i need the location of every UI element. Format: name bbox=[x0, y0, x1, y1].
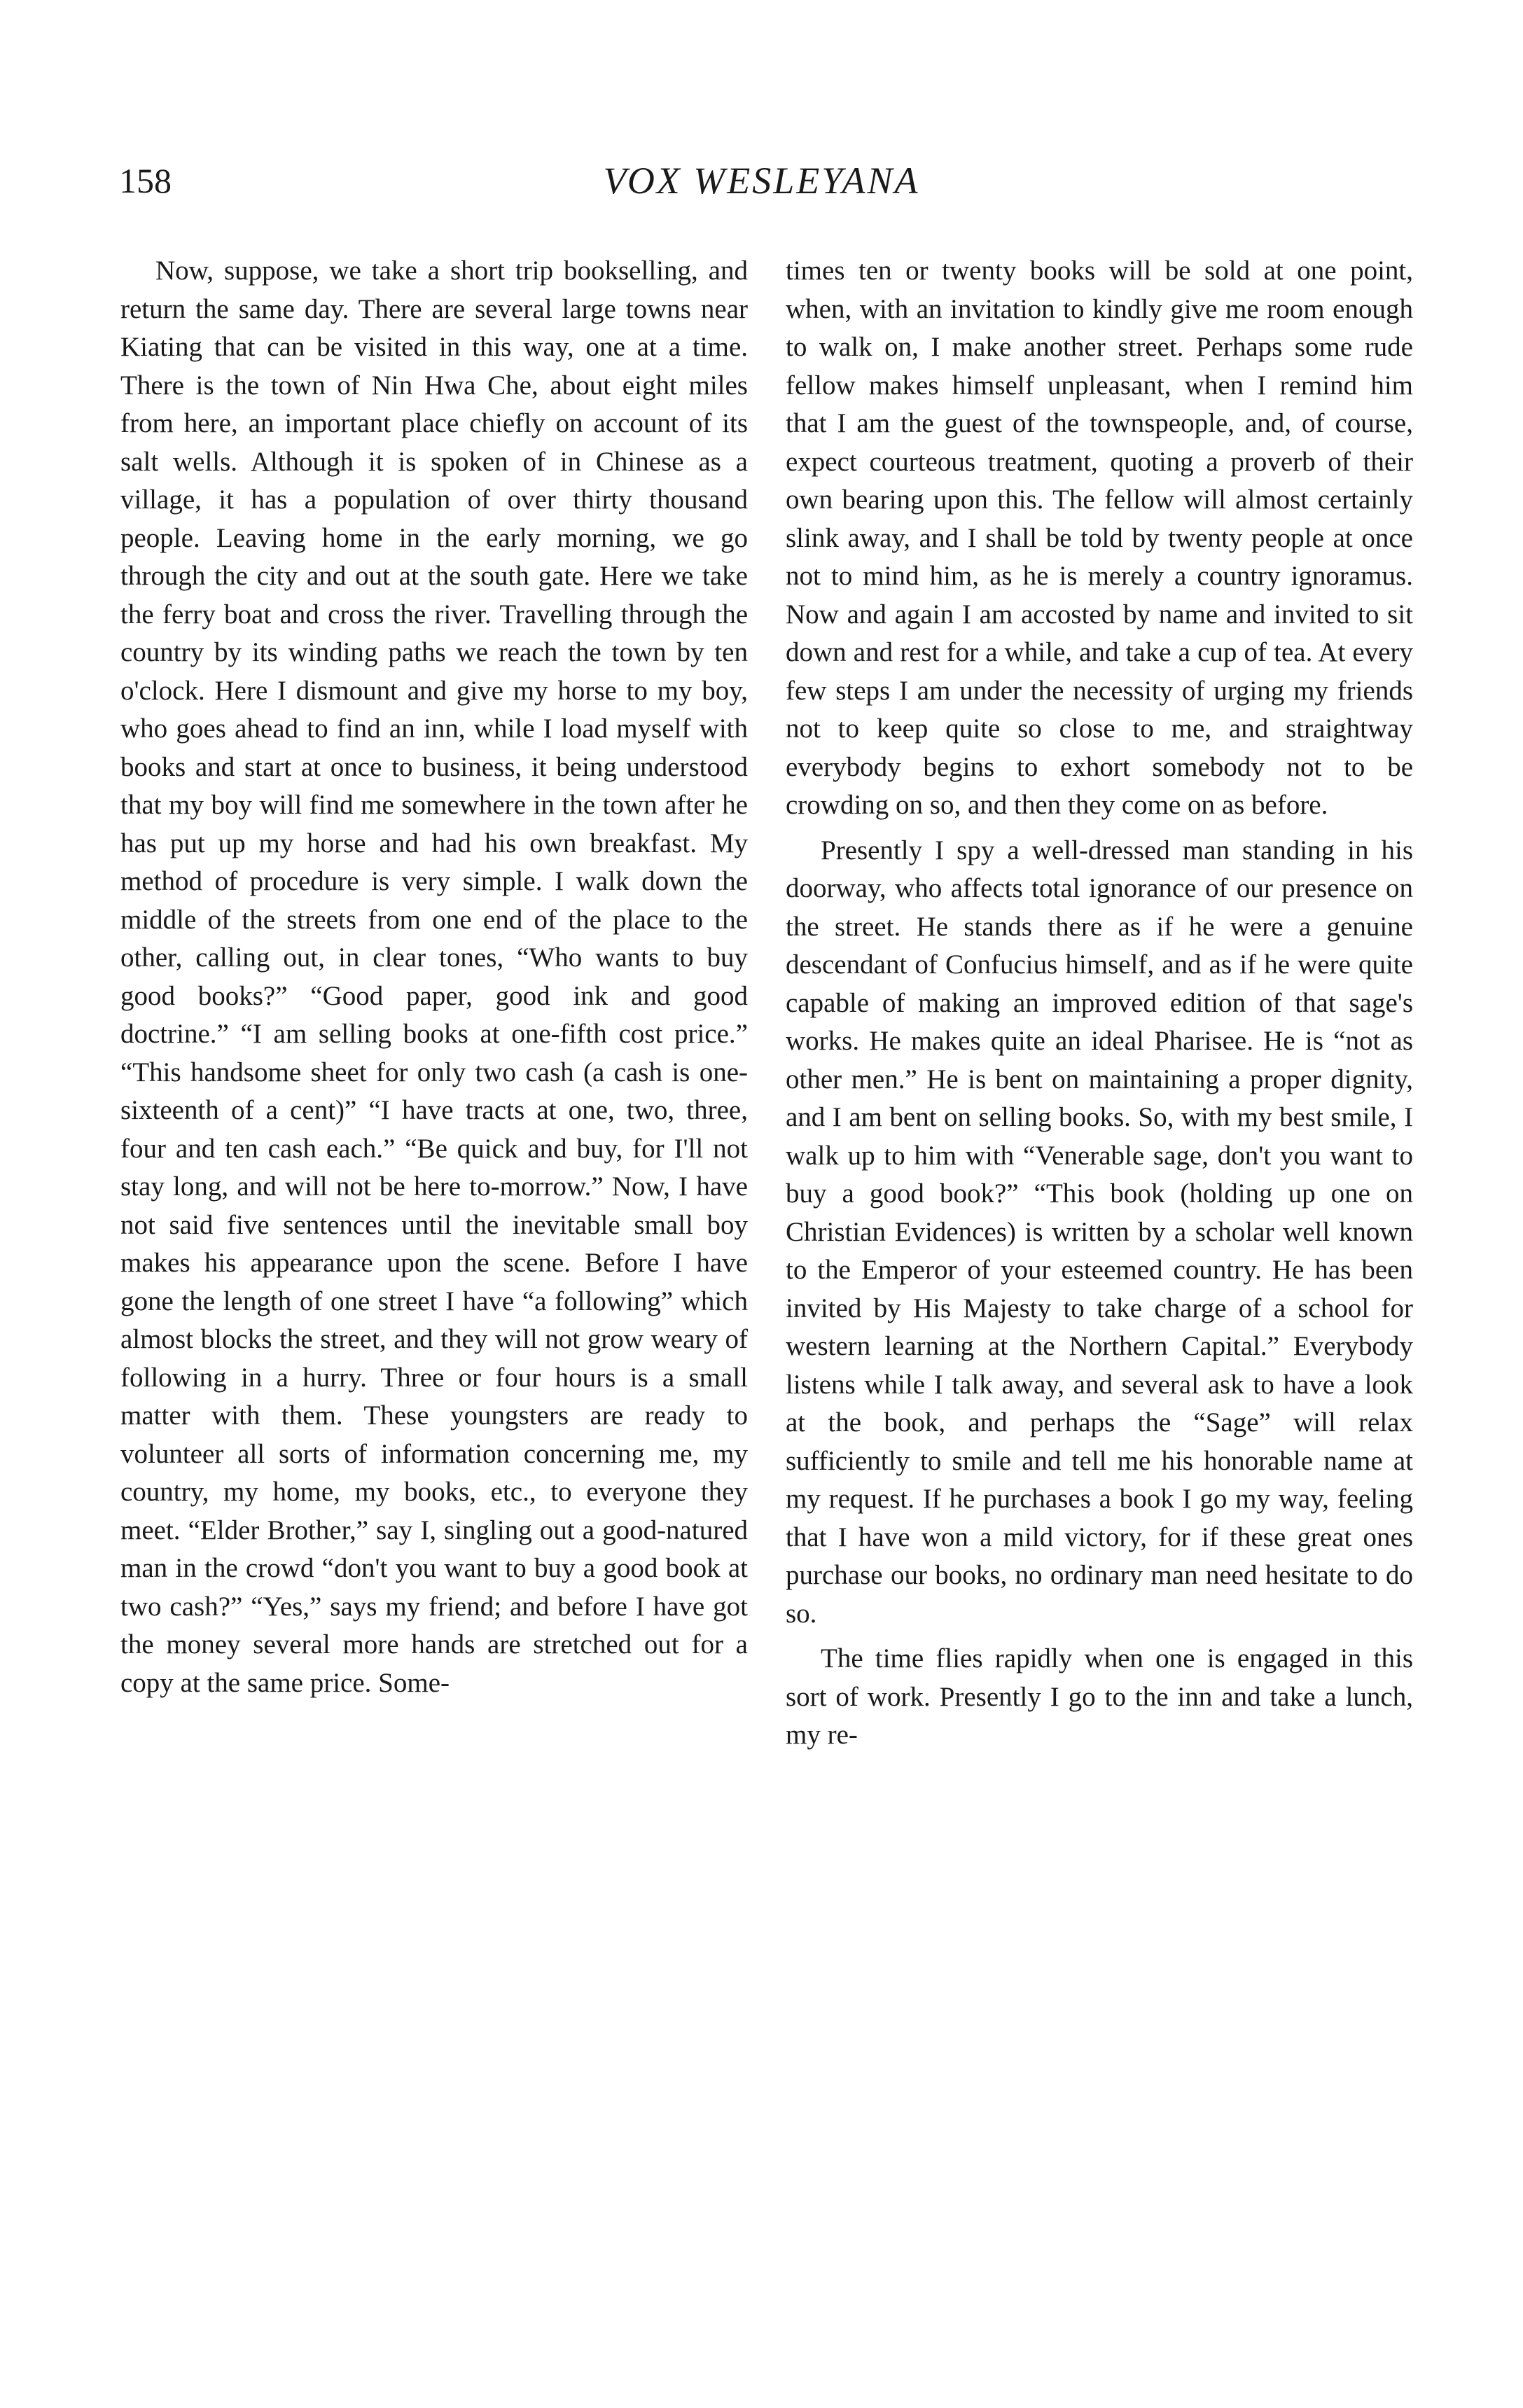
running-title: VOX WESLEYANA bbox=[603, 160, 920, 202]
paragraph: The time flies rapidly when one is engaged in this sort of work. Presently I go to the inn and take a lunch, my re- bbox=[786, 1643, 1413, 1750]
paragraph: Now, suppose, we take a short trip bookselling, and return the same day. There are several large towns near Kiating that can be visited in this way, one at a time. There is the town of Nin Hwa Che, about eight miles from here, an important place chiefly on account of its salt wells. Although it is spoken of in Chinese as a village, it has a population of over thirty thousand people. Leaving home in the early morning, we go through the city and out at the south gate. Here we take the ferry boat and cross the river. Travelling through the country by its winding paths we reach the town by ten o'clock. Here I dismount and give my horse to my boy, who goes ahead to find an inn, while I load myself with books and start at once to business, it being understood that my boy will find me somewhere in the town after he has put up my horse and had his own breakfast. My method of procedure is very simple. I walk down the middle of the streets from one end of the place to the other, calling out, in clear tones, “Who wants to buy good books?” “Good paper, good ink and good doctrine.” “I am selling books at one-fifth cost price.” “This handsome sheet for only two cash (a cash is one-sixteenth of a cent)” “I have tracts at one, two, three, four and ten cash each.” “Be quick and buy, for I'll not stay long, and will not be here to-morrow.” Now, I have not said five sentences until the inevitable small boy makes his appearance upon the scene. Before I have gone the length of one street I have “a following” which almost blocks the street, and they will not grow weary of following in a hurry. Three or four hours is a small matter with them. These youngsters are ready to volunteer all sorts of information concerning me, my country, my home, my books, etc., to everyone they meet. “Elder Brother,” say I, singling out a good-natured man in the crowd “don't you want to buy a good book at two cash?” “Yes,” says my friend; and before I have got the money several more hands are stretched out for a copy at the same price. Some- bbox=[120, 256, 748, 1698]
paragraph-continued: times ten or twenty books will be sold at one point, when, with an invitation to kindly give me room enough to walk on, I make another street. Perhaps some rude fellow makes himself unpleasant, when I remind him that I am the guest of the townspeople, and, of course, expect courteous treatment, quoting a proverb of their own bearing upon this. The fellow will almost certainly slink away, and I shall be told by twenty people at once not to mind him, as he is merely a country ignoramus. Now and again I am accosted by name and invited to sit down and rest for a while, and take a cup of tea. At every few steps I am under the necessity of urging my friends not to keep quite so close to me, and straightway everybody begins to exhort somebody not to be crowding on so, and then they come on as before. bbox=[786, 256, 1413, 820]
left-column bbox=[120, 252, 748, 1702]
page-number: 158 bbox=[119, 161, 172, 200]
paragraph: Presently I spy a well-dressed man standing in his doorway, who affects total ignorance of our presence on the street. He stands there as if he were a genuine descendant of Confucius himself, and as if he were quite capable of making an improved edition of that sage's works. He makes quite an ideal Pharisee. He is “not as other men.” He is bent on maintaining a proper dignity, and I am bent on selling books. So, with my best smile, I walk up to him with “Venerable sage, don't you want to buy a good book?” “This book (holding up one on Christian Evidences) is written by a scholar well known to the Emperor of your esteemed country. He has been invited by His Majesty to take charge of a school for western learning at the Northern Capital.” Everybody listens while I talk away, and several ask to have a look at the book, and perhaps the “Sage” will relax sufficiently to smile and tell me his honorable name at my request. If he purchases a book I go my way, feeling that I have won a mild victory, for if these great ones purchase our books, no ordinary man need hesitate to do so. bbox=[786, 835, 1413, 1629]
right-column bbox=[786, 252, 1413, 1755]
